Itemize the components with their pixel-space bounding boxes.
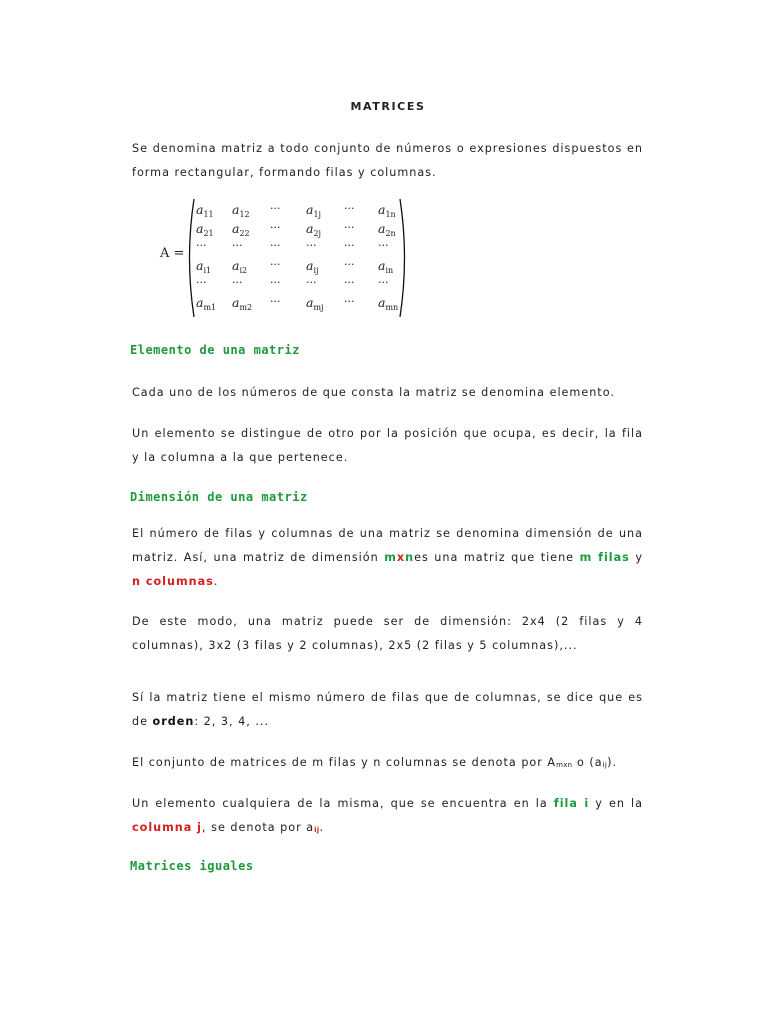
matrix-element-base: a bbox=[196, 257, 204, 273]
matrix-element-subscript: mj bbox=[313, 302, 324, 312]
matrix-ellipsis bbox=[344, 202, 378, 215]
matrix-element-base: a bbox=[306, 257, 314, 273]
matrix-element bbox=[196, 295, 230, 312]
matrix-element bbox=[232, 202, 266, 219]
matrix-ellipsis bbox=[270, 258, 304, 271]
text-run: . bbox=[213, 575, 219, 588]
matrix-element bbox=[306, 295, 340, 312]
matrix-ellipsis bbox=[196, 239, 230, 252]
matrix-element-base: a bbox=[378, 202, 386, 217]
matrix-element-subscript: mn bbox=[385, 302, 399, 312]
subscript-ij-red: ij bbox=[314, 826, 320, 834]
matrix-element-base: ··· bbox=[232, 276, 243, 289]
matrix-element bbox=[232, 258, 266, 275]
matrix-element-base: ··· bbox=[270, 276, 281, 289]
matrix-element bbox=[196, 202, 230, 219]
matrix-row bbox=[196, 202, 408, 221]
matrix-element bbox=[196, 258, 230, 275]
matrix-ellipsis bbox=[344, 221, 378, 234]
matrix-ellipsis bbox=[344, 239, 378, 252]
text-run: ). bbox=[607, 756, 618, 769]
page-title: MATRICES bbox=[350, 100, 426, 113]
n-columnas-highlight: n columnas bbox=[132, 575, 214, 588]
matrix-element-base: a bbox=[378, 294, 386, 310]
matrix-ellipsis bbox=[270, 276, 304, 289]
subscript-mxn: mxn bbox=[556, 761, 573, 769]
intro-paragraph: Se denomina matriz a todo conjunto de números o expresiones dispuestos en forma rectangular, formando filas y columnas. bbox=[132, 142, 643, 179]
matrix-element-base: ··· bbox=[270, 202, 281, 215]
matrix-element-subscript: 22 bbox=[239, 228, 250, 238]
matrix-element-base: ··· bbox=[344, 239, 355, 252]
matrix-row bbox=[196, 221, 408, 240]
m-highlight: m bbox=[384, 551, 397, 564]
matrix-element-subscript: i2 bbox=[239, 265, 248, 275]
right-parenthesis bbox=[398, 198, 410, 318]
left-parenthesis bbox=[184, 198, 196, 318]
matrix-element-base: ··· bbox=[270, 294, 281, 308]
matrix-element-base: a bbox=[378, 257, 386, 273]
matrix-row bbox=[196, 276, 408, 295]
text-run: y en la bbox=[589, 797, 643, 810]
dimension-paragraph-3 bbox=[132, 686, 643, 734]
fila-i-highlight: fila i bbox=[553, 797, 590, 810]
x-highlight: x bbox=[396, 551, 406, 564]
dimension-paragraph-2: De este modo, una matriz puede ser de dimensión: 2x4 (2 filas y 4 columnas), 3x2 (3 filas y 2 columnas), 2x5 (2 filas y 5 columnas),... bbox=[132, 615, 643, 652]
matrix-row bbox=[196, 258, 408, 277]
matrix-element-subscript: 1n bbox=[385, 210, 396, 219]
matrix-element bbox=[306, 258, 340, 275]
matrix-element-base: a bbox=[378, 220, 386, 236]
matrix-element-base: ··· bbox=[270, 220, 281, 234]
elemento-paragraph-1: Cada uno de los números de que consta la matriz se denomina elemento. bbox=[132, 386, 615, 399]
matrix-element-base: a bbox=[232, 257, 240, 273]
matrix-ellipsis bbox=[270, 202, 304, 215]
matrix-element-base: ··· bbox=[306, 239, 317, 252]
matrix-element-base: ··· bbox=[196, 239, 207, 252]
matrix-ellipsis bbox=[306, 239, 340, 252]
matrix-element-subscript: 2j bbox=[313, 228, 322, 238]
heading-iguales: Matrices iguales bbox=[130, 859, 254, 873]
text-run: : 2, 3, 4, ... bbox=[194, 715, 269, 728]
matrix-ellipsis bbox=[232, 276, 266, 289]
matrix-element-base: a bbox=[232, 294, 240, 310]
matrix-element-base: a bbox=[196, 294, 204, 310]
matrix-element-base: a bbox=[232, 220, 240, 236]
matrix-element-subscript: 2n bbox=[385, 228, 396, 238]
matrix-ellipsis bbox=[196, 276, 230, 289]
matrix-element bbox=[306, 221, 340, 238]
text-run: Un elemento cualquiera de la misma, que se encuentra en la bbox=[132, 797, 554, 810]
matrix-label: A = bbox=[160, 246, 185, 261]
heading-elemento: Elemento de una matriz bbox=[130, 343, 300, 357]
matrix-element-base: ··· bbox=[344, 220, 355, 234]
text-run: Sí la matriz tiene el mismo número de filas que de columnas, se dice que es de bbox=[132, 691, 643, 728]
matrix-ellipsis bbox=[232, 239, 266, 252]
matrix-element-base: ··· bbox=[270, 257, 281, 271]
dimension-paragraph-1 bbox=[132, 522, 643, 594]
text-run: y bbox=[629, 551, 643, 564]
matrix-element-subscript: m1 bbox=[203, 302, 217, 312]
matrix-element-subscript: m2 bbox=[239, 302, 253, 312]
text-run: El conjunto de matrices de m filas y n columnas se denota por A bbox=[132, 756, 557, 769]
matrix-row bbox=[196, 239, 408, 258]
matrix-element-base: ··· bbox=[232, 239, 243, 252]
matrix-element-subscript: 12 bbox=[239, 210, 250, 219]
matrix-element-subscript: in bbox=[385, 265, 394, 275]
matrix-ellipsis bbox=[306, 276, 340, 289]
dimension-paragraph-5 bbox=[132, 792, 643, 842]
matrix-ellipsis bbox=[344, 295, 378, 308]
subscript-ij: ij bbox=[602, 761, 608, 769]
matrix-element-base: ··· bbox=[344, 257, 355, 271]
matrix-element-base: ··· bbox=[344, 276, 355, 289]
elemento-paragraph-2: Un elemento se distingue de otro por la posición que ocupa, es decir, la fila y la columna a la que pertenece. bbox=[132, 427, 643, 464]
matrix-element bbox=[232, 295, 266, 312]
matrix-ellipsis bbox=[270, 221, 304, 234]
matrix-ellipsis bbox=[344, 276, 378, 289]
matrix-element-base: ··· bbox=[196, 276, 207, 289]
matrix-element-base: a bbox=[196, 202, 204, 217]
text-run: o (a bbox=[572, 756, 603, 769]
matrix-element-base: a bbox=[196, 220, 204, 236]
matrix-element-subscript: 11 bbox=[203, 210, 214, 219]
matrix-element-base: ··· bbox=[378, 239, 389, 252]
matrix-element-base: ··· bbox=[344, 202, 355, 215]
columna-j-highlight: columna j bbox=[132, 821, 203, 834]
n-highlight: n bbox=[405, 551, 415, 564]
matrix-element-base: ··· bbox=[344, 294, 355, 308]
matrix-ellipsis bbox=[270, 239, 304, 252]
matrix-element-subscript: ij bbox=[313, 265, 319, 275]
matrix-element-base: a bbox=[306, 202, 314, 217]
matrix-element-base: ··· bbox=[270, 239, 281, 252]
text-run: es una matriz que tiene bbox=[414, 551, 580, 564]
matrix-ellipsis bbox=[270, 295, 304, 308]
matrix-element-subscript: i1 bbox=[203, 265, 212, 275]
m-filas-highlight: m filas bbox=[579, 551, 630, 564]
dimension-paragraph-4 bbox=[132, 751, 643, 777]
matrix-element-base: ··· bbox=[306, 276, 317, 289]
matrix-element-base: ··· bbox=[378, 276, 389, 289]
text-run: , se denota por a bbox=[202, 821, 315, 834]
text-run: . bbox=[319, 821, 325, 834]
orden-bold: orden bbox=[152, 715, 195, 728]
matrix-element bbox=[196, 221, 230, 238]
matrix-element-subscript: 1j bbox=[313, 210, 322, 219]
matrix-grid bbox=[196, 202, 408, 313]
matrix-element-subscript: 21 bbox=[203, 228, 214, 238]
matrix-element-base: a bbox=[306, 220, 314, 236]
text-run: El número de filas y columnas de una matriz se denomina dimensión de una matriz. Así, una matriz de dimensión bbox=[132, 527, 643, 564]
matrix-row bbox=[196, 295, 408, 314]
matrix-element bbox=[232, 221, 266, 238]
matrix-ellipsis bbox=[344, 258, 378, 271]
matrix-element bbox=[306, 202, 340, 219]
matrix-element-base: a bbox=[232, 202, 240, 217]
heading-dimension: Dimensión de una matriz bbox=[130, 490, 308, 504]
matrix-figure bbox=[160, 196, 420, 320]
matrix-element-base: a bbox=[306, 294, 314, 310]
